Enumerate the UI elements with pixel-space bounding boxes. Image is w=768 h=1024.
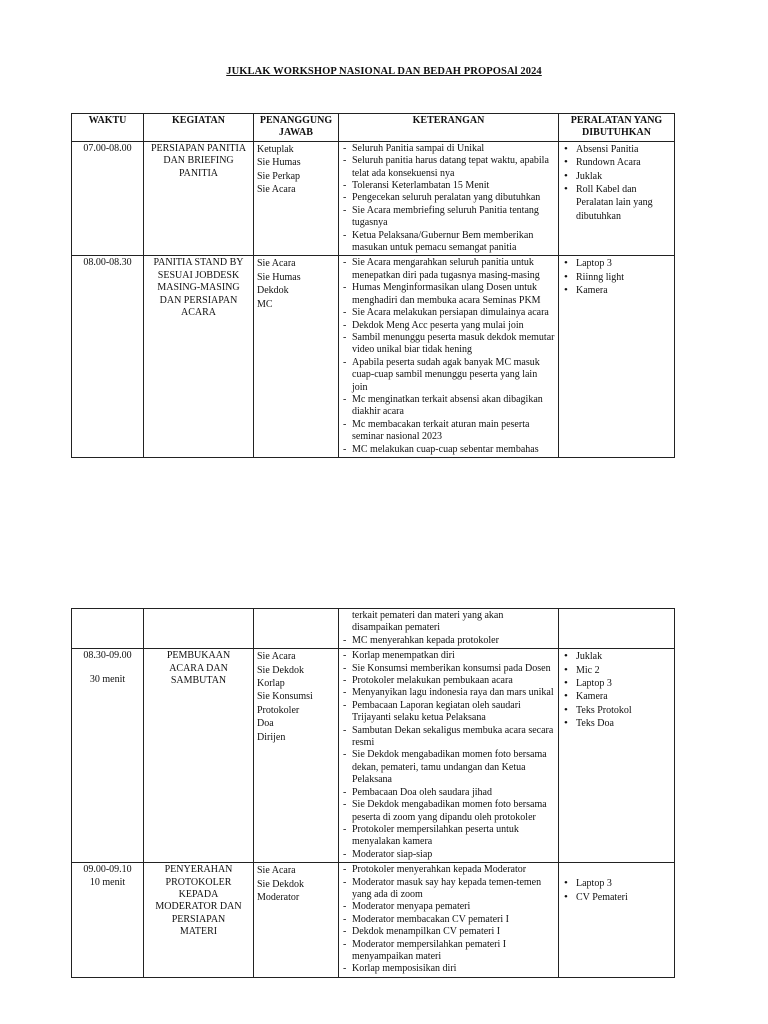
header-keterangan: KETERANGAN — [339, 114, 559, 142]
keterangan-cell — [339, 649, 559, 863]
pj-item: Protokoler — [257, 704, 300, 716]
peralatan-cell — [559, 256, 675, 458]
pj-item: Sie Acara — [257, 865, 296, 877]
list-item: - Seluruh Panitia sampai di Unikal — [342, 143, 555, 155]
pj-item: Sie Humas — [257, 271, 301, 283]
pj-item: Doa — [257, 718, 274, 730]
pj-item: Sie Acara — [257, 651, 296, 663]
list-item: • Rundown Acara — [562, 156, 671, 169]
peralatan-cell — [559, 649, 675, 863]
waktu-cell — [72, 649, 144, 863]
keterangan-cell — [339, 863, 559, 978]
pj-item: Sie Acara — [257, 258, 296, 270]
list-item: - Sie Dekdok mengabadikan momen foto bersama dekan, pemateri, tamu undangan dan Ketua Pelaksana — [342, 749, 555, 786]
pj-cell — [254, 649, 339, 863]
list-item: - Protokoler menyerahkan kepada Moderator — [342, 864, 555, 876]
list-item: - Sie Dekdok mengabadikan momen foto bersama peserta di zoom yang dipandu oleh protokoler — [342, 799, 555, 824]
list-item: • Laptop 3 — [562, 257, 671, 270]
juklak-table-page2 — [71, 608, 675, 978]
pj-item: Korlap — [257, 678, 285, 690]
list-item: • Absensi Panitia — [562, 143, 671, 156]
list-item: • Mic 2 — [562, 664, 671, 677]
kegiatan-cell — [144, 609, 254, 649]
pj-cell — [254, 863, 339, 978]
list-item: - Menyanyikan lagu indonesia raya dan mars unikal — [342, 687, 555, 699]
keterangan-cell — [339, 141, 559, 256]
peralatan-cell — [559, 863, 675, 978]
waktu-duration: 10 menit — [89, 876, 126, 888]
list-item: - Moderator membacakan CV pemateri I — [342, 914, 555, 926]
list-item: - Sie Acara melakukan persiapan dimulainya acara — [342, 307, 555, 319]
list-item: - Humas Menginformasikan ulang Dosen untuk menghadiri dan membuka acara Seminas PKM — [342, 282, 555, 307]
list-item: - Protokoler mempersilahkan peserta untuk menyalakan kamera — [342, 824, 555, 849]
kegiatan-cell — [144, 863, 254, 978]
pj-item: Sie Dekdok — [257, 664, 304, 676]
pj-item: Ketuplak — [257, 143, 294, 155]
list-item: - Sie Acara mengarahkan seluruh panitia untuk menepatkan diri pada tugasnya masing-masing — [342, 257, 555, 282]
pj-cell — [254, 609, 339, 649]
list-item: - Toleransi Keterlambatan 15 Menit — [342, 180, 555, 192]
table-header-row — [72, 114, 675, 142]
pj-item: Dirijen — [257, 731, 286, 743]
keterangan-cell — [339, 609, 559, 649]
list-item: - Pembacaan Doa oleh saudara jihad — [342, 787, 555, 799]
list-item: - Korlap menempatkan diri — [342, 650, 555, 662]
peralatan-cell — [559, 141, 675, 256]
list-item: - Dekdok Meng Acc peserta yang mulai join — [342, 320, 555, 332]
pj-item: MC — [257, 298, 273, 310]
table-row — [72, 256, 675, 458]
kegiatan-cell: PANITIA STAND BY SESUAI JOBDESK MASING-MASING DAN PERSIAPAN ACARA — [144, 256, 254, 458]
kegiatan-text: PEMBUKAAN ACARA DAN SAMBUTAN — [166, 650, 231, 687]
kegiatan-cell: PERSIAPAN PANITIA DAN BRIEFING PANITIA — [144, 141, 254, 256]
waktu-cell — [72, 863, 144, 978]
list-item: - Sambutan Dekan sekaligus membuka acara secara resmi — [342, 725, 555, 750]
list-item: • Teks Doa — [562, 717, 671, 730]
header-penanggung-jawab: PENANGGUNG JAWAB — [254, 114, 339, 142]
list-item: - Pengecekan seluruh peralatan yang dibutuhkan — [342, 192, 555, 204]
list-item: • Juklak — [562, 170, 671, 183]
list-item: • Riinng light — [562, 271, 671, 284]
list-item: - Sie Konsumsi memberikan konsumsi pada Dosen — [342, 663, 555, 675]
list-item: • Kamera — [562, 690, 671, 703]
pj-cell — [254, 256, 339, 458]
waktu-range: 09.00-09.10 — [83, 864, 132, 876]
header-peralatan: PERALATAN YANG DIBUTUHKAN — [559, 114, 675, 142]
kegiatan-text: PENYERAHAN PROTOKOLER KEPADA MODERATOR DAN PERSIAPAN MATERI — [155, 864, 242, 938]
list-item: - Korlap memposisikan diri — [342, 963, 555, 975]
pj-item: Dekdok — [257, 285, 289, 297]
list-item: - Moderator mempersilahkan pemateri I menyampaikan materi — [342, 939, 555, 964]
pj-item: Sie Humas — [257, 157, 301, 169]
table-row — [72, 609, 675, 649]
list-item: - Seluruh panitia harus datang tepat waktu, apabila telat ada konsekuensi nya — [342, 155, 555, 180]
list-item: • Teks Protokol — [562, 704, 671, 717]
table-row — [72, 141, 675, 256]
header-waktu: WAKTU — [72, 114, 144, 142]
header-kegiatan: KEGIATAN — [144, 114, 254, 142]
waktu-range: 08.30-09.00 — [83, 650, 132, 662]
pj-item: Moderator — [257, 891, 300, 903]
list-item: - Moderator siap-siap — [342, 849, 555, 861]
list-item: • Kamera — [562, 284, 671, 297]
peralatan-cell — [559, 609, 675, 649]
list-item: - Moderator masuk say hay kepada temen-temen yang ada di zoom — [342, 877, 555, 902]
list-item: - Sie Acara membriefing seluruh Panitia tentang tugasnya — [342, 205, 555, 230]
pj-item: Sie Perkap — [257, 170, 301, 182]
page-title: JUKLAK WORKSHOP NASIONAL DAN BEDAH PROPOSAl 2024 — [226, 66, 542, 77]
juklak-table-page1 — [71, 113, 675, 458]
list-item: • Laptop 3 — [562, 677, 671, 690]
list-item: - Ketua Pelaksana/Gubernur Bem memberikan masukan untuk pemacu semangat panitia — [342, 230, 555, 255]
list-item: - MC menyerahkan kepada protokoler — [342, 635, 555, 647]
list-item: • Laptop 3 — [562, 877, 671, 890]
table-row — [72, 649, 675, 863]
waktu-cell: 08.00-08.30 — [72, 256, 144, 458]
list-item: - MC melakukan cuap-cuap sebentar membahas — [342, 444, 555, 456]
pj-cell — [254, 141, 339, 256]
waktu-cell — [72, 609, 144, 649]
waktu-duration: 30 menit — [89, 673, 126, 685]
list-item: - Mc membacakan terkait aturan main peserta seminar nasional 2023 — [342, 419, 555, 444]
list-item: - Mc menginatkan terkait absensi akan dibagikan diakhir acara — [342, 394, 555, 419]
pj-item: Sie Dekdok — [257, 878, 304, 890]
keterangan-cell — [339, 256, 559, 458]
list-item: • Juklak — [562, 650, 671, 663]
list-item: - Sambil menunggu peserta masuk dekdok memutar video unikal biar tidak hening — [342, 332, 555, 357]
list-item: - Dekdok menampilkan CV pemateri I — [342, 926, 555, 938]
keterangan-continuation: terkait pemateri dan materi yang akan disampaikan pemateri — [352, 610, 504, 634]
list-item: • CV Pemateri — [562, 891, 671, 904]
list-item: • Roll Kabel dan Peralatan lain yang dibutuhkan — [562, 183, 671, 223]
kegiatan-cell — [144, 649, 254, 863]
list-item: - Moderator menyapa pemateri — [342, 901, 555, 913]
pj-item: Sie Konsumsi — [257, 691, 313, 703]
pj-item: Sie Acara — [257, 184, 296, 196]
list-item: - Pembacaan Laporan kegiatan oleh saudari Trijayanti selaku ketua Pelaksana — [342, 700, 555, 725]
table-row — [72, 863, 675, 978]
waktu-cell: 07.00-08.00 — [72, 141, 144, 256]
list-item: - Protokoler melakukan pembukaan acara — [342, 675, 555, 687]
list-item: - Apabila peserta sudah agak banyak MC masuk cuap-cuap sambil menunggu peserta yang lain join — [342, 357, 555, 394]
